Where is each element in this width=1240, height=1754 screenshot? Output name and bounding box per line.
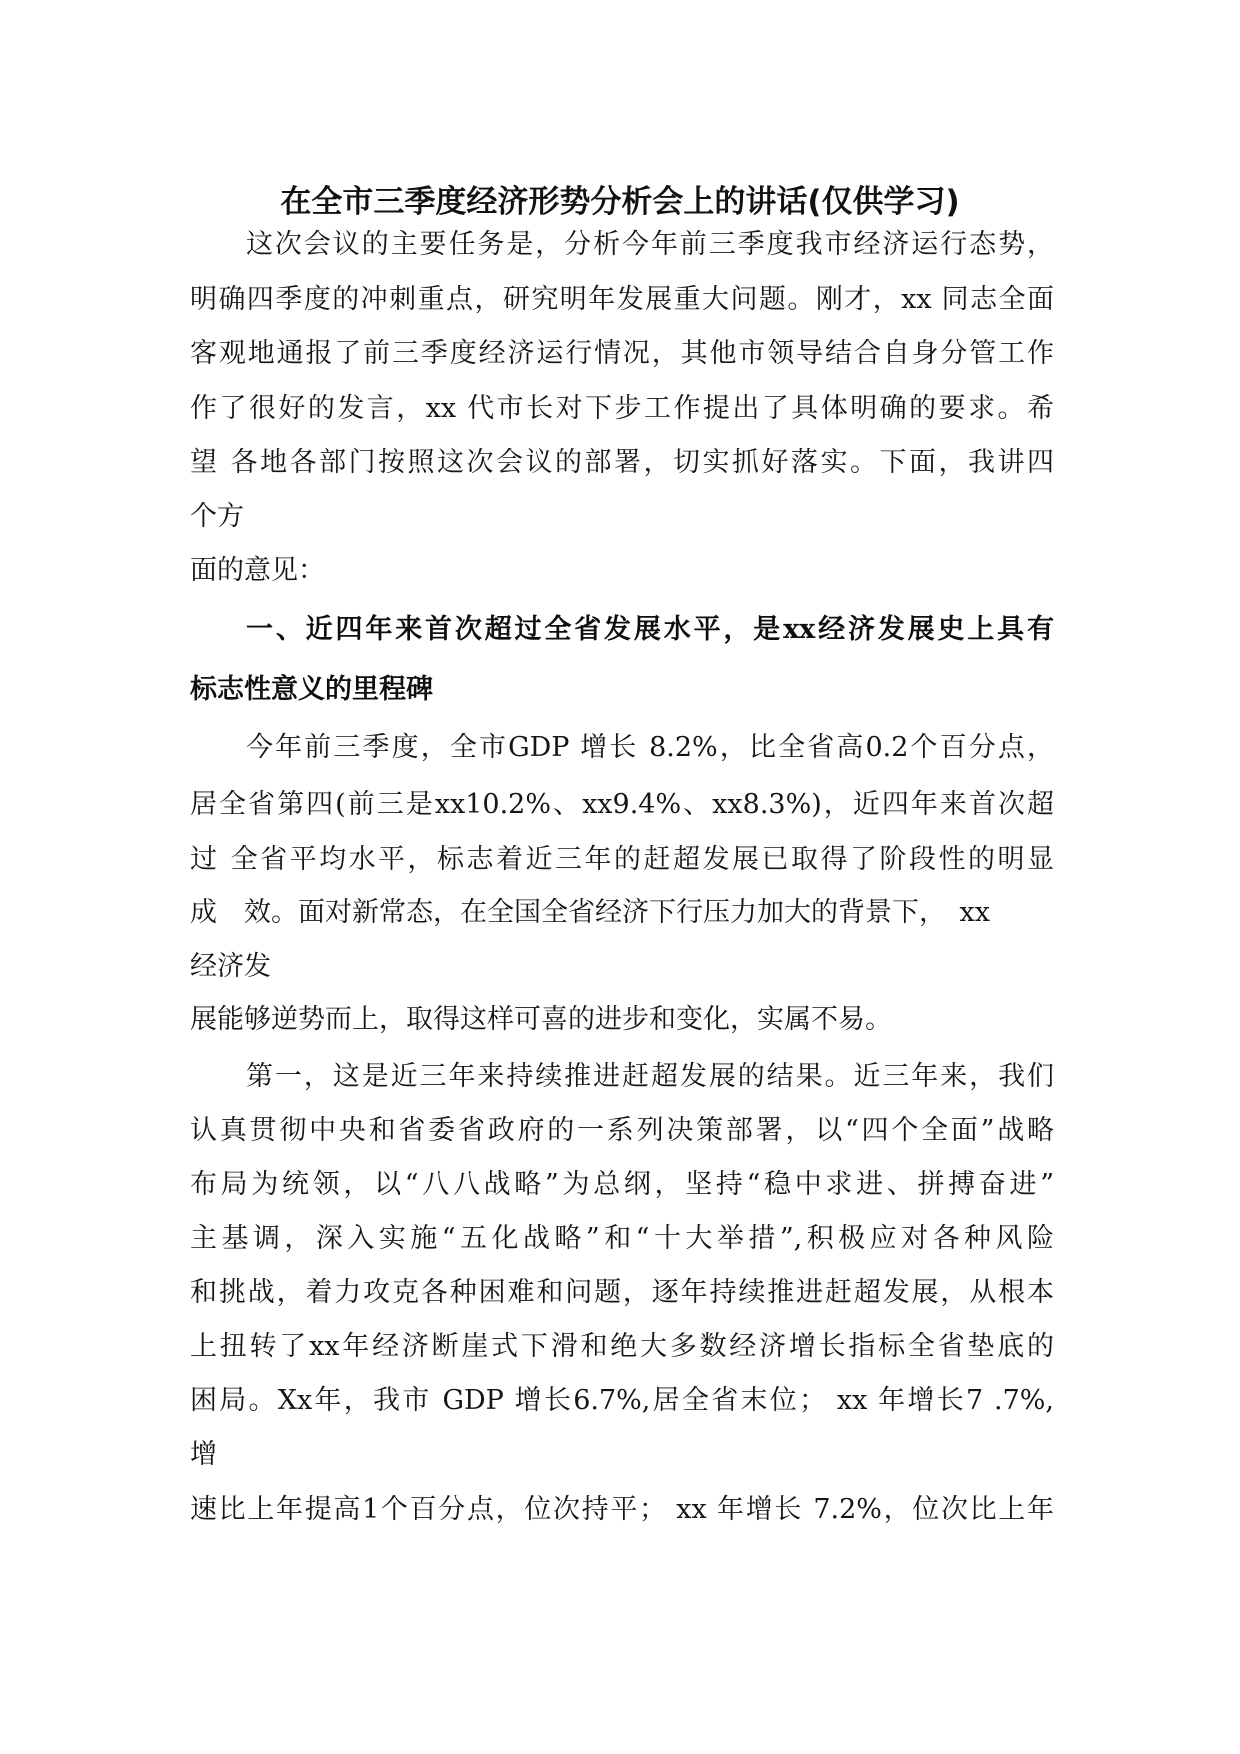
paragraph-line: 第一，这是近三年来持续推进赶超发展的结果。近三年来，我们 xyxy=(246,1061,1054,1092)
paragraph-line: 困局。Xx年，我市 GDP 增长6.7%,居全省末位； xx 年增长7 .7%, xyxy=(190,1385,1054,1416)
paragraph-line: 这次会议的主要任务是，分析今年前三季度我市经济运行态势， xyxy=(246,229,1054,260)
paragraph-line: 今年前三季度，全市GDP 增长 8.2%，比全省高0.2个百分点， xyxy=(246,732,1054,763)
paragraph-line: 成 效。面对新常态，在全国全省经济下行压力加大的背景下， xx xyxy=(190,897,990,928)
paragraph-line: 经济发 xyxy=(190,951,271,982)
section-heading: 标志性意义的里程碑 xyxy=(190,674,433,705)
paragraph-line: 客观地通报了前三季度经济运行情况，其他市领导结合自身分管工作 xyxy=(190,338,1054,369)
paragraph-line: 作了很好的发言，xx 代市长对下步工作提出了具体明确的要求。希 xyxy=(190,393,1054,424)
paragraph-line: 增 xyxy=(190,1439,217,1470)
paragraph-line: 主基调，深入实施“五化战略”和“十大举措”,积极应对各种风险 xyxy=(190,1223,1054,1254)
document-title: 在全市三季度经济形势分析会上的讲话(仅供学习) xyxy=(280,184,960,220)
paragraph-line: 过 全省平均水平，标志着近三年的赶超发展已取得了阶段性的明显 xyxy=(190,844,1054,875)
paragraph-line: 布局为统领，以“八八战略”为总纲，坚持“稳中求进、拼搏奋进” xyxy=(190,1169,1054,1200)
paragraph-line: 明确四季度的冲刺重点，研究明年发展重大问题。刚才，xx 同志全面 xyxy=(190,284,1054,315)
paragraph-line: 面的意见： xyxy=(190,555,325,586)
paragraph-line: 速比上年提高1个百分点，位次持平； xx 年增长 7.2%，位次比上年 xyxy=(190,1494,1054,1525)
paragraph-line: 展能够逆势而上，取得这样可喜的进步和变化，实属不易。 xyxy=(190,1004,892,1035)
paragraph-line: 上扭转了xx年经济断崖式下滑和绝大多数经济增长指标全省垫底的 xyxy=(190,1331,1054,1362)
paragraph-line: 个方 xyxy=(190,501,244,532)
section-heading: 一、近四年来首次超过全省发展水平，是xx经济发展史上具有 xyxy=(246,614,1054,645)
paragraph-line: 认真贯彻中央和省委省政府的一系列决策部署，以“四个全面”战略 xyxy=(190,1115,1054,1146)
paragraph-line: 和挑战，着力攻克各种困难和问题，逐年持续推进赶超发展，从根本 xyxy=(190,1277,1054,1308)
paragraph-line: 居全省第四(前三是xx10.2%、xx9.4%、xx8.3%)，近四年来首次超 xyxy=(190,789,1054,820)
paragraph-line: 望 各地各部门按照这次会议的部署，切实抓好落实。下面，我讲四 xyxy=(190,447,1054,478)
